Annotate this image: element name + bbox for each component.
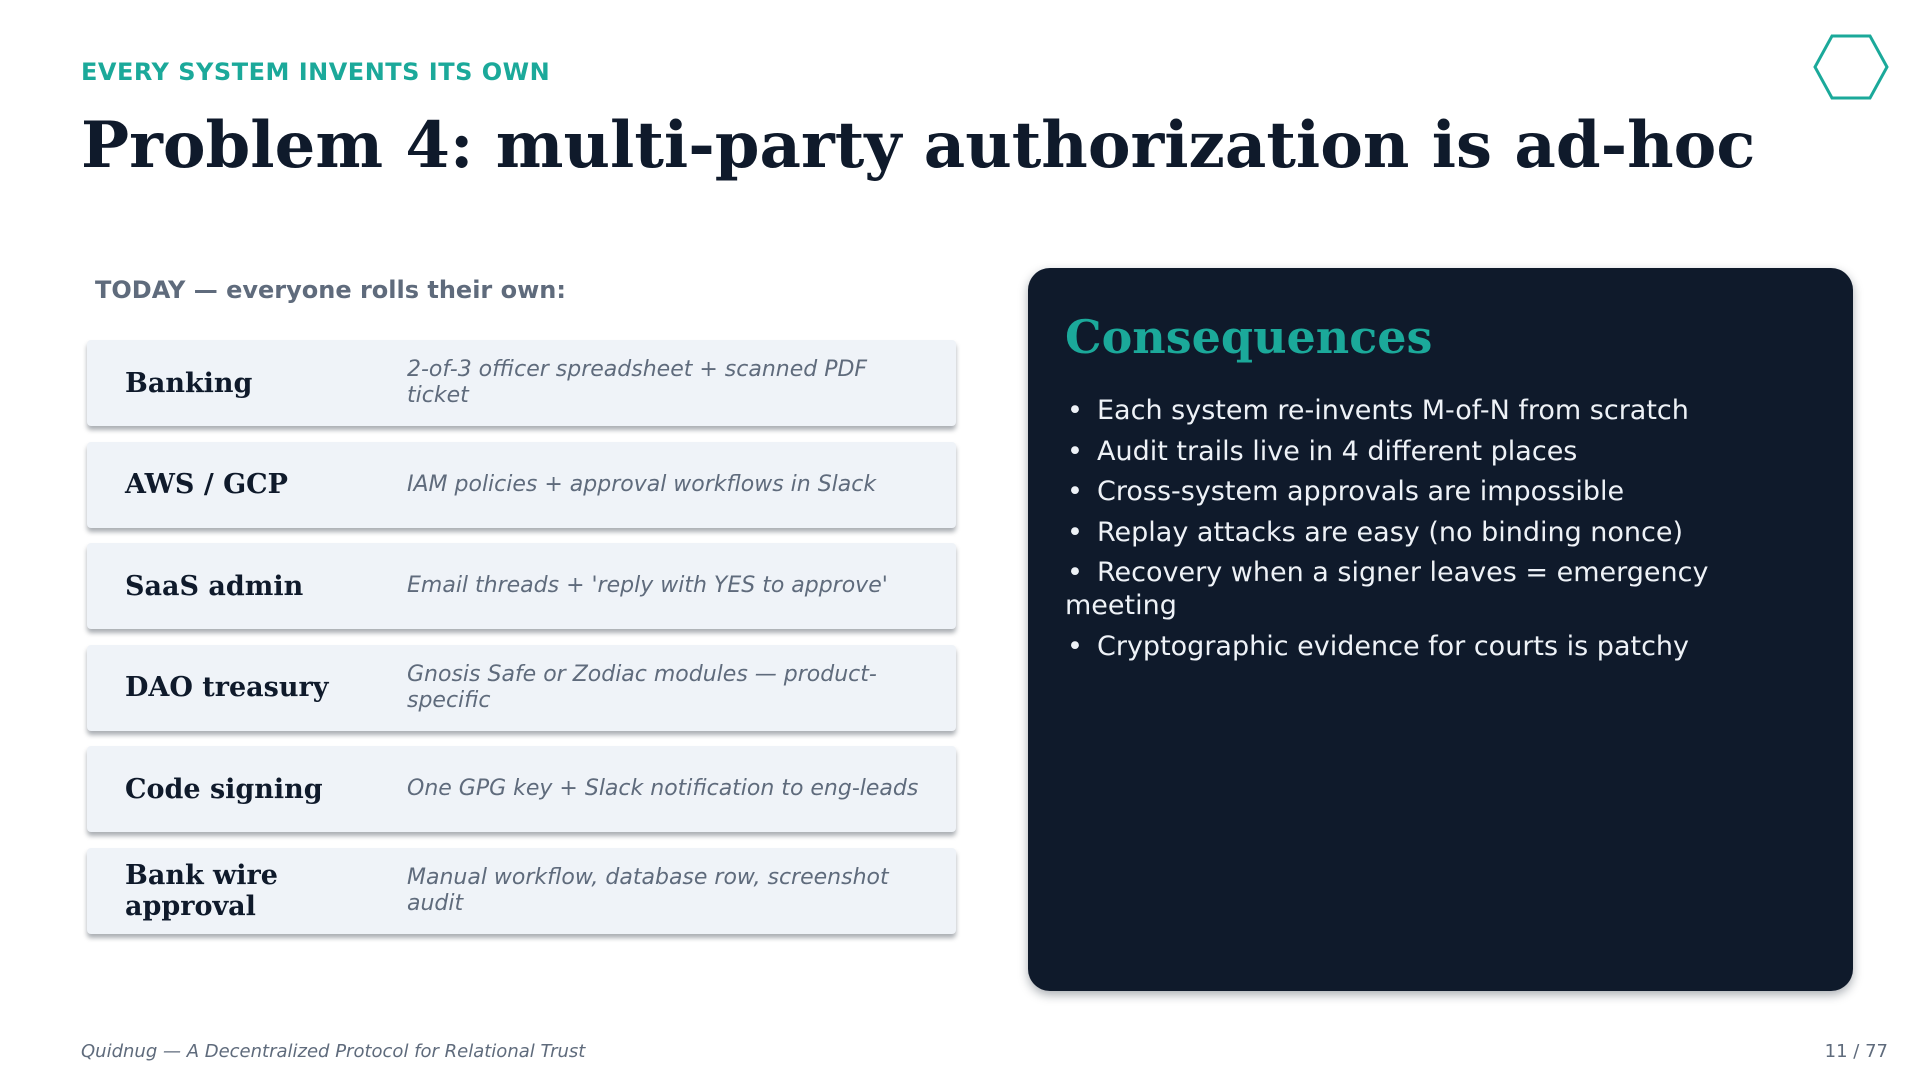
bullet-icon: •: [1067, 476, 1083, 507]
consequence-item: • Each system re-invents M-of-N from scratch: [1067, 395, 1689, 426]
consequence-item: • Cross-system approvals are impossible: [1067, 476, 1625, 507]
eyebrow-label: EVERY SYSTEM INVENTS ITS OWN: [81, 58, 551, 86]
system-name: Code signing: [125, 773, 323, 805]
system-row-dao-treasury: [87, 645, 956, 731]
system-list: [87, 340, 956, 950]
system-row-bank-wire: [87, 848, 956, 934]
system-name: AWS / GCP: [125, 469, 288, 501]
system-description: IAM policies + approval workflows in Slack: [407, 471, 877, 497]
consequence-item: • Audit trails live in 4 different places: [1067, 435, 1578, 467]
page-title: Problem 4: multi-party authorization is ad-hoc: [81, 108, 1756, 183]
system-description: Gnosis Safe or Zodiac modules — product-specific: [407, 661, 877, 713]
consequence-item: • Recovery when a signer leaves = emergency meeting: [1065, 557, 1709, 621]
system-description: Manual workflow, database row, screenshot audit: [407, 864, 889, 916]
bullet-icon: •: [1067, 516, 1083, 548]
system-name: Bank wire approval: [125, 859, 278, 922]
bullet-icon: •: [1067, 395, 1083, 426]
system-row-aws-gcp: [87, 442, 956, 528]
hexagon-icon: [1812, 33, 1890, 101]
system-name: SaaS admin: [125, 570, 304, 602]
today-label: TODAY — everyone rolls their own:: [95, 276, 566, 304]
consequences-panel: [1028, 268, 1853, 991]
system-name: DAO treasury: [125, 672, 329, 704]
bullet-icon: •: [1067, 630, 1083, 662]
page-number: 11 / 77: [1824, 1041, 1888, 1062]
consequences-title: Consequences: [1065, 310, 1433, 364]
system-row-saas-admin: [87, 543, 956, 629]
system-name: Banking: [125, 367, 253, 399]
system-row-code-signing: [87, 746, 956, 832]
bullet-icon: •: [1067, 435, 1083, 467]
consequences-list: [1065, 394, 1815, 670]
system-description: 2-of-3 officer spreadsheet + scanned PDF ticket: [407, 357, 868, 408]
system-description: One GPG key + Slack notification to eng-leads: [407, 776, 919, 802]
system-description: Email threads + 'reply with YES to approve': [407, 573, 888, 599]
consequence-item: • Cryptographic evidence for courts is patchy: [1067, 630, 1690, 662]
consequence-item: • Replay attacks are easy (no binding nonce): [1067, 516, 1684, 548]
footer-deck-title: Quidnug — A Decentralized Protocol for Relational Trust: [81, 1041, 586, 1062]
system-row-banking: [87, 340, 956, 426]
bullet-icon: •: [1067, 557, 1083, 588]
